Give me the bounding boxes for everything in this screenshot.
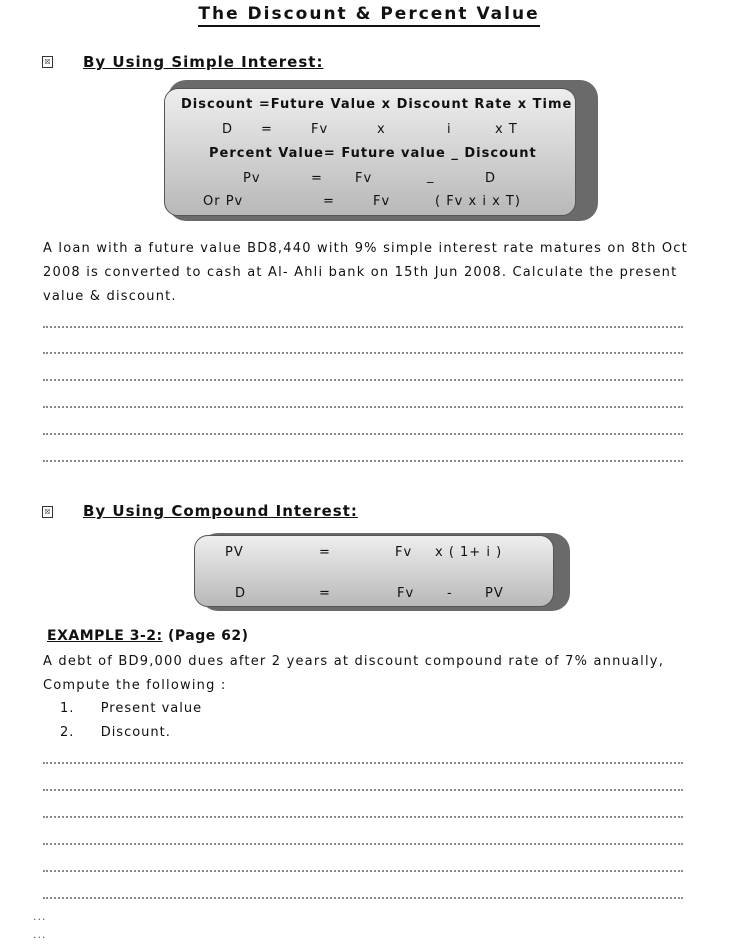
simple-formula-box: [164, 88, 576, 216]
formula-times: x: [377, 122, 386, 137]
compound-interest-heading: By Using Compound Interest:: [83, 502, 358, 520]
simple-interest-heading: By Using Simple Interest:: [83, 53, 324, 71]
example-label: EXAMPLE 3-2:: [47, 628, 163, 644]
answer-dotted-line: [43, 352, 683, 354]
formula-percent-value-definition: Percent Value= Future value _ Discount: [209, 146, 537, 161]
formula-symbol-d: D: [485, 171, 497, 186]
formula-symbol-fv: Fv: [397, 586, 415, 601]
formula-times-t: x T: [495, 122, 518, 137]
checkbox-bullet-icon: ☒: [42, 56, 53, 68]
checkbox-bullet-icon: ☒: [42, 506, 53, 518]
formula-equals: =: [319, 586, 331, 601]
formula-symbol-fv: Fv: [311, 122, 329, 137]
answer-dotted-line: [43, 843, 683, 845]
problem-line: A loan with a future value BD8,440 with 9% simple interest rate matures on 8th Oct: [43, 241, 688, 256]
formula-symbol-pv: PV: [485, 586, 504, 601]
compound-interest-problem: [43, 650, 703, 698]
formula-symbol-pv: PV: [225, 545, 244, 560]
answer-dotted-line: [43, 762, 683, 764]
answer-dotted-line: [43, 789, 683, 791]
problem-line: 2008 is converted to cash at Al- Ahli bank on 15th Jun 2008. Calculate the present: [43, 265, 678, 280]
list-item-text: Discount.: [100, 725, 171, 740]
formula-symbol-fv: Fv: [355, 171, 373, 186]
compound-formula-box: [194, 535, 554, 607]
formula-symbol-fv: Fv: [373, 194, 391, 209]
answer-dotted-line: [43, 870, 683, 872]
formula-equals: =: [319, 545, 331, 560]
formula-symbol-pv: Pv: [243, 171, 261, 186]
list-item: [60, 725, 171, 740]
answer-dotted-line: [43, 326, 683, 328]
answer-dotted-line: [43, 433, 683, 435]
formula-or-pv: Or Pv: [203, 194, 244, 209]
list-item: [60, 701, 202, 716]
list-item-number: 1.: [60, 701, 75, 716]
example-heading: [47, 628, 249, 644]
footer-dots: ...: [33, 928, 47, 941]
formula-equals: =: [261, 122, 273, 137]
formula-equals: =: [311, 171, 323, 186]
formula-symbol-d: D: [222, 122, 234, 137]
formula-compound-factor: x ( 1+ i ): [435, 545, 503, 560]
formula-equals: =: [323, 194, 335, 209]
footer-dots: ...: [33, 910, 47, 923]
answer-dotted-line: [43, 379, 683, 381]
formula-minus: _: [427, 169, 435, 184]
answer-dotted-line: [43, 816, 683, 818]
answer-dotted-line: [43, 897, 683, 899]
problem-line: Compute the following :: [43, 678, 227, 693]
page-title: [0, 4, 738, 24]
formula-symbol-fv: Fv: [395, 545, 413, 560]
list-item-text: Present value: [100, 701, 203, 716]
problem-line: A debt of BD9,000 dues after 2 years at discount compound rate of 7% annually,: [43, 654, 665, 669]
page-title-text: The Discount & Percent Value: [198, 4, 539, 27]
problem-line: value & discount.: [43, 289, 177, 304]
formula-symbol-i: i: [447, 122, 452, 137]
answer-dotted-line: [43, 406, 683, 408]
answer-dotted-line: [43, 460, 683, 462]
formula-discount-expression: ( Fv x i x T): [435, 194, 521, 209]
formula-symbol-d: D: [235, 586, 247, 601]
formula-discount-definition: Discount =Future Value x Discount Rate x Time: [181, 97, 573, 112]
simple-interest-problem: [43, 237, 703, 309]
formula-minus: -: [447, 586, 453, 601]
example-page-ref: (Page 62): [168, 628, 249, 644]
list-item-number: 2.: [60, 725, 75, 740]
